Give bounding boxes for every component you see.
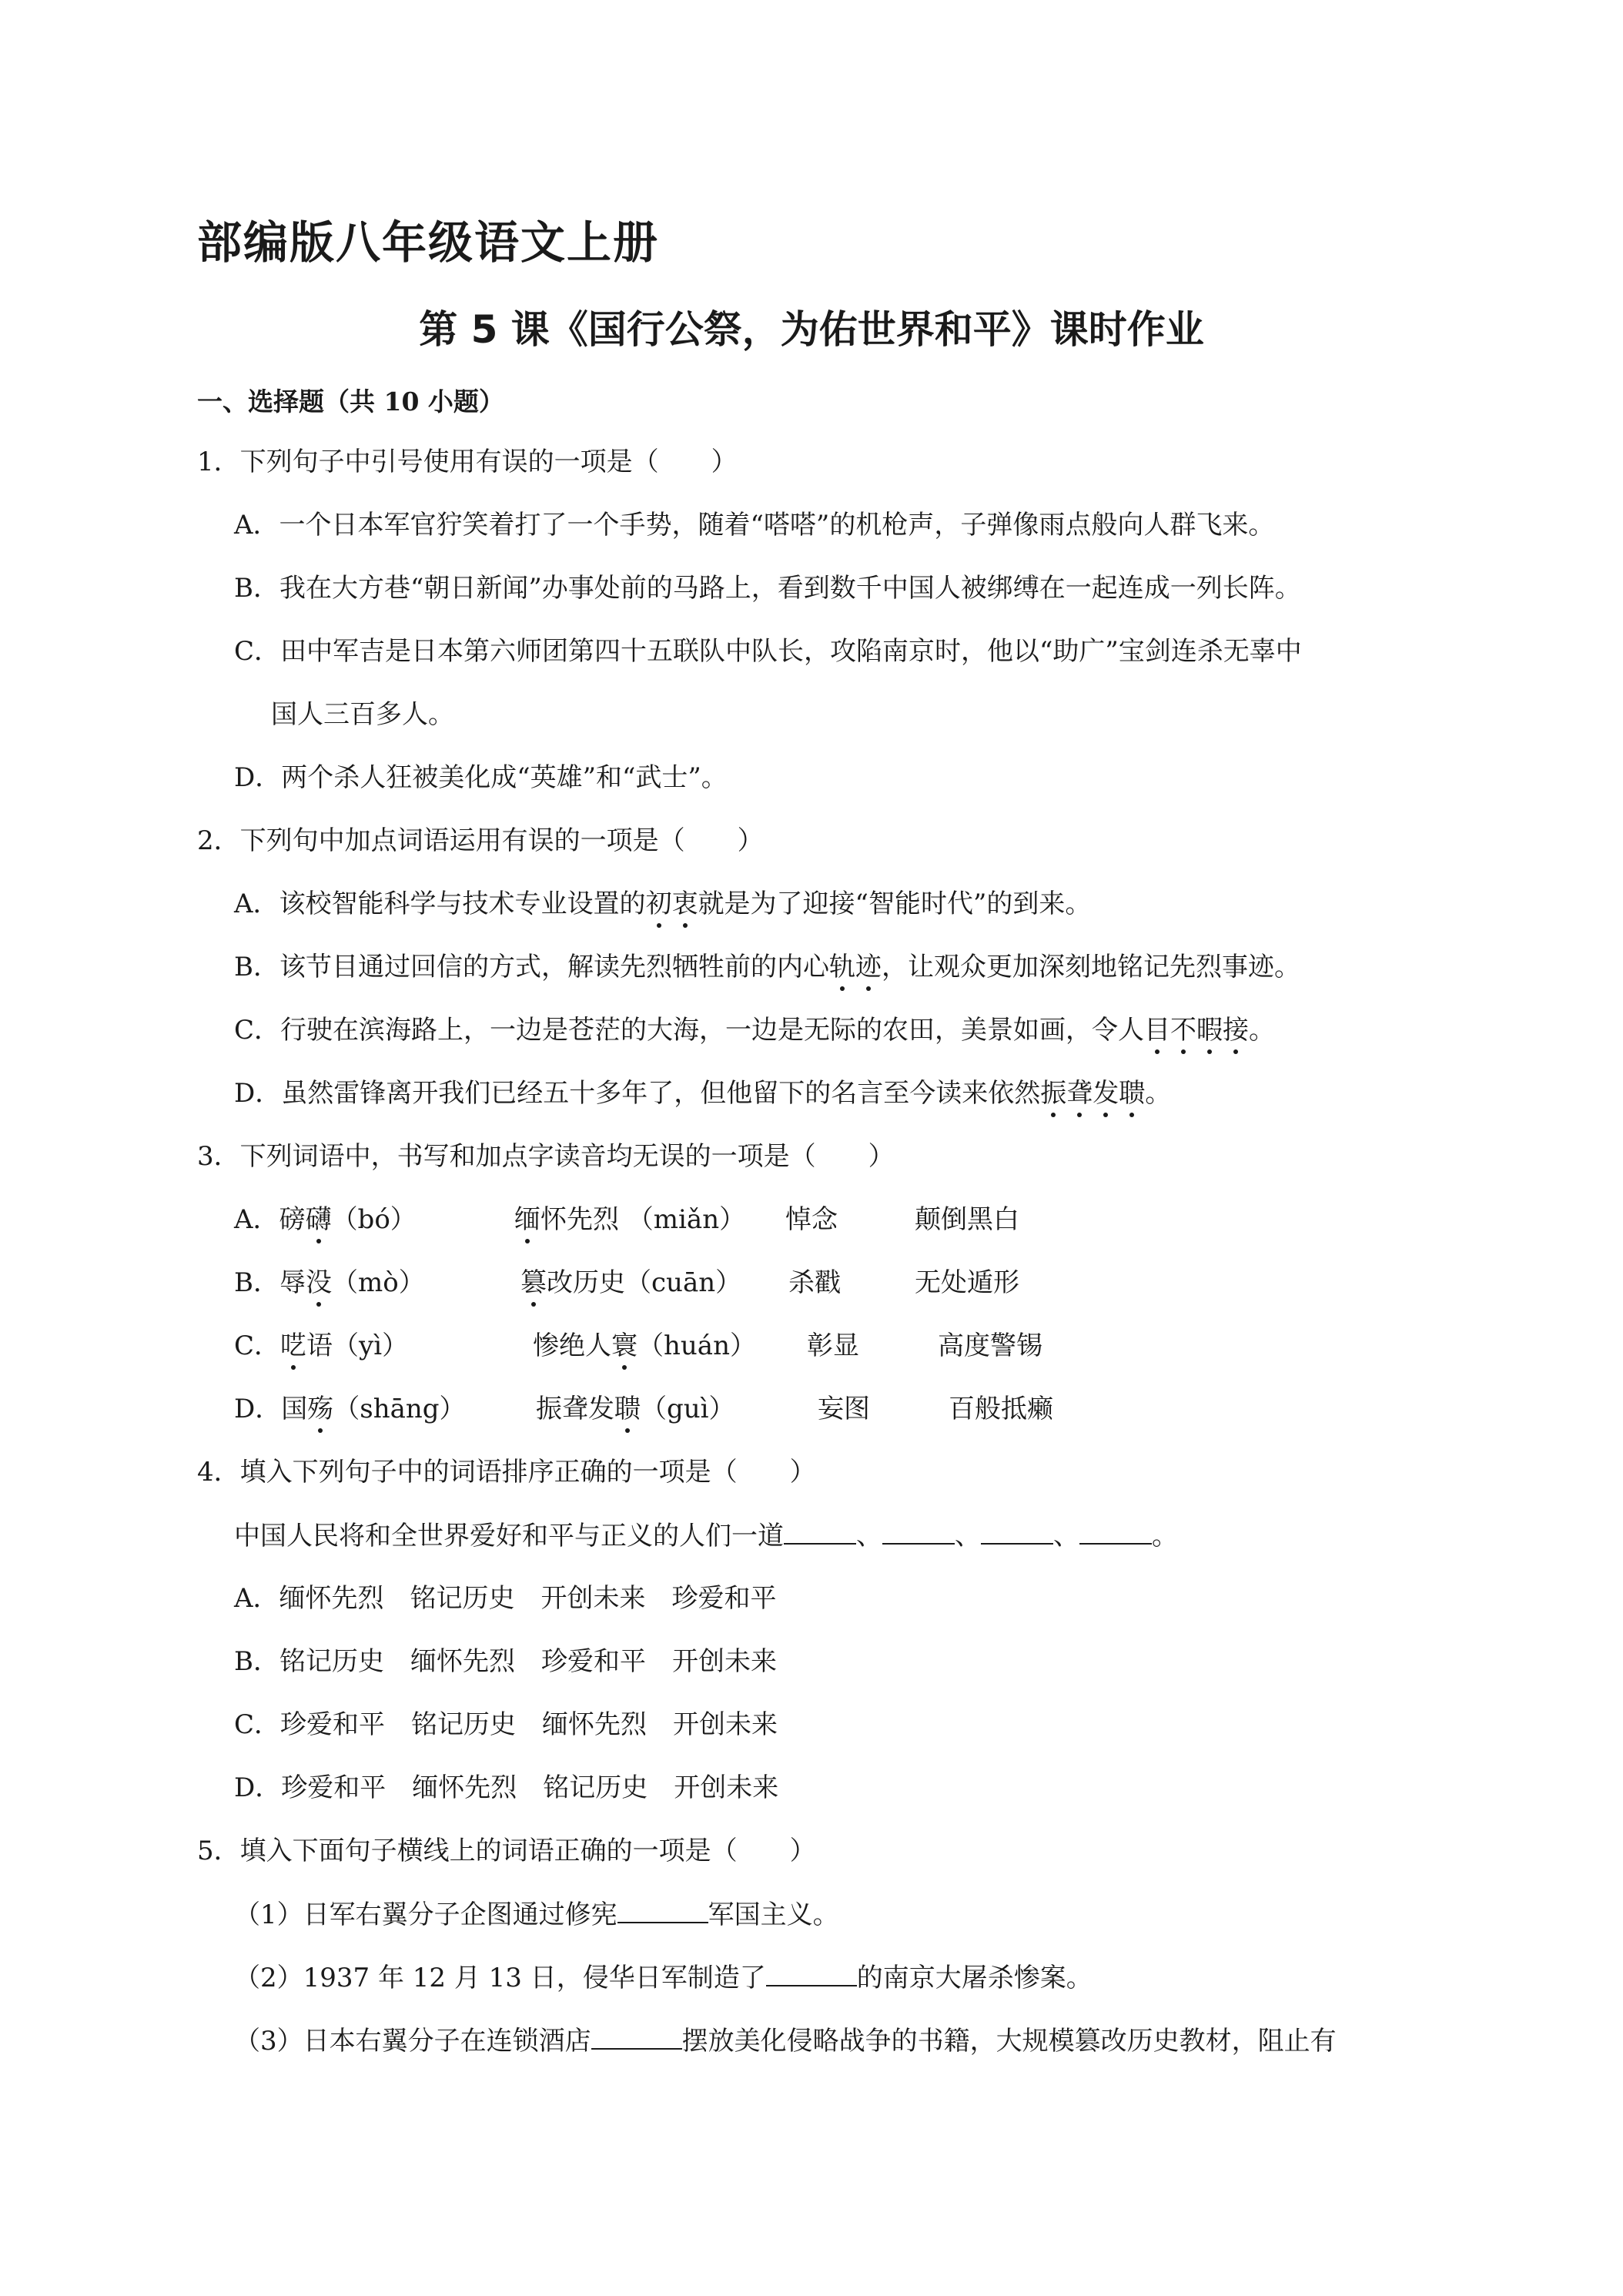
text: 语（yì） xyxy=(306,1330,409,1361)
word-4: 无处遁形 xyxy=(915,1267,1019,1298)
answer-blank xyxy=(882,1520,955,1545)
text: 。 xyxy=(1145,1078,1172,1109)
dotted-char: 暇 xyxy=(1196,1015,1223,1046)
text: D．国 xyxy=(234,1394,308,1424)
answer-blank xyxy=(784,1520,856,1545)
question-4-option-c: C．珍爱和平 铭记历史 缅怀先烈 开创未来 xyxy=(234,1709,778,1740)
word-1 xyxy=(234,1394,536,1425)
question-3-option-c xyxy=(234,1330,1042,1362)
word-4: 高度警锡 xyxy=(938,1330,1042,1361)
text: C． xyxy=(234,1330,281,1361)
text: ，让观众更加深刻地铭记先烈事迹。 xyxy=(881,952,1300,982)
text: 摆放美化侵略战争的书籍，大规模篡改历史教材，阻止有 xyxy=(681,2026,1337,2057)
question-2-option-d xyxy=(234,1078,1171,1110)
dotted-char: 发 xyxy=(1093,1078,1119,1109)
text: A．磅 xyxy=(234,1204,306,1235)
question-4-option-a: A．缅怀先烈 铭记历史 开创未来 珍爱和平 xyxy=(234,1583,777,1614)
text: B．该节目通过回信的方式，解读先烈牺牲前的内心 xyxy=(234,952,829,982)
dotted-char: 振 xyxy=(1040,1078,1067,1109)
word-1 xyxy=(234,1330,533,1362)
question-1-option-a: A．一个日本军官狞笑着打了一个手势，随着“嗒嗒”的机枪声，子弹像雨点般向人群飞来。 xyxy=(234,510,1275,541)
text: 军国主义。 xyxy=(708,1899,839,1930)
text: D．虽然雷锋离开我们已经五十多年了，但他留下的名言至今读来依然 xyxy=(234,1078,1041,1109)
dotted-char: 初 xyxy=(645,889,672,919)
answer-blank xyxy=(1079,1520,1152,1545)
text: 惨绝人 xyxy=(533,1330,611,1361)
dotted-char: 没 xyxy=(306,1267,332,1298)
dotted-char: 篡 xyxy=(520,1267,547,1298)
dotted-char: 呓 xyxy=(280,1330,307,1361)
section-heading: 一、选择题（共 10 小题） xyxy=(197,387,504,417)
text: 的南京大屠杀惨案。 xyxy=(856,1963,1093,1993)
dotted-char: 目 xyxy=(1144,1015,1171,1046)
dotted-char: 殇 xyxy=(307,1394,334,1424)
question-4-option-b: B．铭记历史 缅怀先烈 珍爱和平 开创未来 xyxy=(234,1646,777,1677)
question-1-option-d: D．两个杀人狂被美化成“英雄”和“武士”。 xyxy=(234,762,728,793)
question-5-stem: 5．填入下面句子横线上的词语正确的一项是（ ） xyxy=(197,1836,816,1866)
text: 。 xyxy=(1249,1015,1276,1046)
question-4-stem: 4．填入下列句子中的词语排序正确的一项是（ ） xyxy=(197,1457,816,1488)
answer-blank xyxy=(766,1962,857,1986)
dotted-char: 寰 xyxy=(611,1330,637,1361)
text: 。 xyxy=(1152,1521,1178,1551)
word-2 xyxy=(533,1330,807,1362)
question-3-option-a xyxy=(234,1204,1019,1236)
text: 就是为了迎接“智能时代”的到来。 xyxy=(698,889,1092,919)
text: 怀先烈 （miǎn） xyxy=(540,1204,746,1235)
text: 中国人民将和全世界爱好和平与正义的人们一道 xyxy=(234,1521,784,1551)
document-title: 部编版八年级语文上册 xyxy=(197,216,660,269)
word-2 xyxy=(536,1394,818,1425)
text: 、 xyxy=(1053,1521,1079,1551)
dotted-char: 接 xyxy=(1223,1015,1250,1046)
question-1-option-c: C．田中军吉是日本第六师团第四十五联队中队长，攻陷南京时，他以“助广”宝剑连杀无辜中 xyxy=(234,636,1302,667)
dotted-char: 聋 xyxy=(1066,1078,1093,1109)
answer-blank xyxy=(591,2025,682,2050)
dotted-char: 不 xyxy=(1170,1015,1197,1046)
question-2-option-c xyxy=(234,1015,1275,1046)
text: （guì） xyxy=(641,1394,735,1424)
dotted-char: 衷 xyxy=(671,889,698,919)
word-1 xyxy=(234,1267,520,1299)
dotted-char: 缅 xyxy=(514,1204,540,1235)
word-2 xyxy=(520,1267,788,1299)
text: （mò） xyxy=(332,1267,425,1298)
question-3-stem: 3．下列词语中，书写和加点字读音均无误的一项是（ ） xyxy=(197,1141,895,1172)
text: 振聋发 xyxy=(536,1394,614,1424)
text: 、 xyxy=(955,1521,981,1551)
text: 改历史（cuān） xyxy=(547,1267,742,1298)
dotted-char: 轨 xyxy=(828,952,855,982)
question-3-option-b xyxy=(234,1267,1019,1299)
dotted-char: 迹 xyxy=(855,952,882,982)
word-2 xyxy=(514,1204,785,1236)
question-5-sentence-2 xyxy=(234,1962,1093,1994)
question-1-option-c-continued: 国人三百多人。 xyxy=(271,699,454,730)
text: C．行驶在滨海路上，一边是苍茫的大海，一边是无际的农田，美景如画，令人 xyxy=(234,1015,1145,1046)
dotted-char: 聩 xyxy=(614,1394,641,1424)
text: （3）日本右翼分子在连锁酒店 xyxy=(234,2026,591,2057)
text: （huán） xyxy=(637,1330,756,1361)
question-4-sentence xyxy=(234,1520,1178,1552)
text: （2）1937 年 12 月 13 日，侵华日军制造了 xyxy=(234,1963,766,1993)
text: （1）日军右翼分子企图通过修宪 xyxy=(234,1899,617,1930)
question-1-stem: 1．下列句子中引号使用有误的一项是（ ） xyxy=(197,447,738,477)
answer-blank xyxy=(617,1899,708,1923)
text: （bó） xyxy=(331,1204,417,1235)
word-3: 悼念 xyxy=(785,1204,838,1235)
question-2-option-a xyxy=(234,889,1091,920)
word-4: 百般抵癞 xyxy=(949,1394,1053,1424)
answer-blank xyxy=(981,1520,1053,1545)
text: A．该校智能科学与技术专业设置的 xyxy=(234,889,646,919)
word-3: 杀戳 xyxy=(788,1267,841,1298)
dotted-char: 礴 xyxy=(305,1204,332,1235)
dotted-char: 聩 xyxy=(1119,1078,1146,1109)
word-1 xyxy=(234,1204,514,1236)
question-5-sentence-1 xyxy=(234,1899,839,1931)
question-5-sentence-3 xyxy=(234,2025,1337,2057)
lesson-title: 第 5 课《国行公祭，为佑世界和平》课时作业 xyxy=(419,307,1204,352)
question-2-option-b xyxy=(234,952,1300,983)
word-3: 彰显 xyxy=(807,1330,859,1361)
question-1-option-b: B．我在大方巷“朝日新闻”办事处前的马路上，看到数千中国人被绑缚在一起连成一列长阵。 xyxy=(234,573,1301,604)
question-2-stem: 2．下列句中加点词语运用有误的一项是（ ） xyxy=(197,825,764,856)
text: 、 xyxy=(856,1521,882,1551)
text: B．辱 xyxy=(234,1267,306,1298)
text: （shāng） xyxy=(333,1394,466,1424)
question-3-option-d xyxy=(234,1394,1053,1425)
word-3: 妄图 xyxy=(818,1394,870,1424)
word-4: 颠倒黑白 xyxy=(915,1204,1019,1235)
question-4-option-d: D．珍爱和平 缅怀先烈 铭记历史 开创未来 xyxy=(234,1772,779,1803)
